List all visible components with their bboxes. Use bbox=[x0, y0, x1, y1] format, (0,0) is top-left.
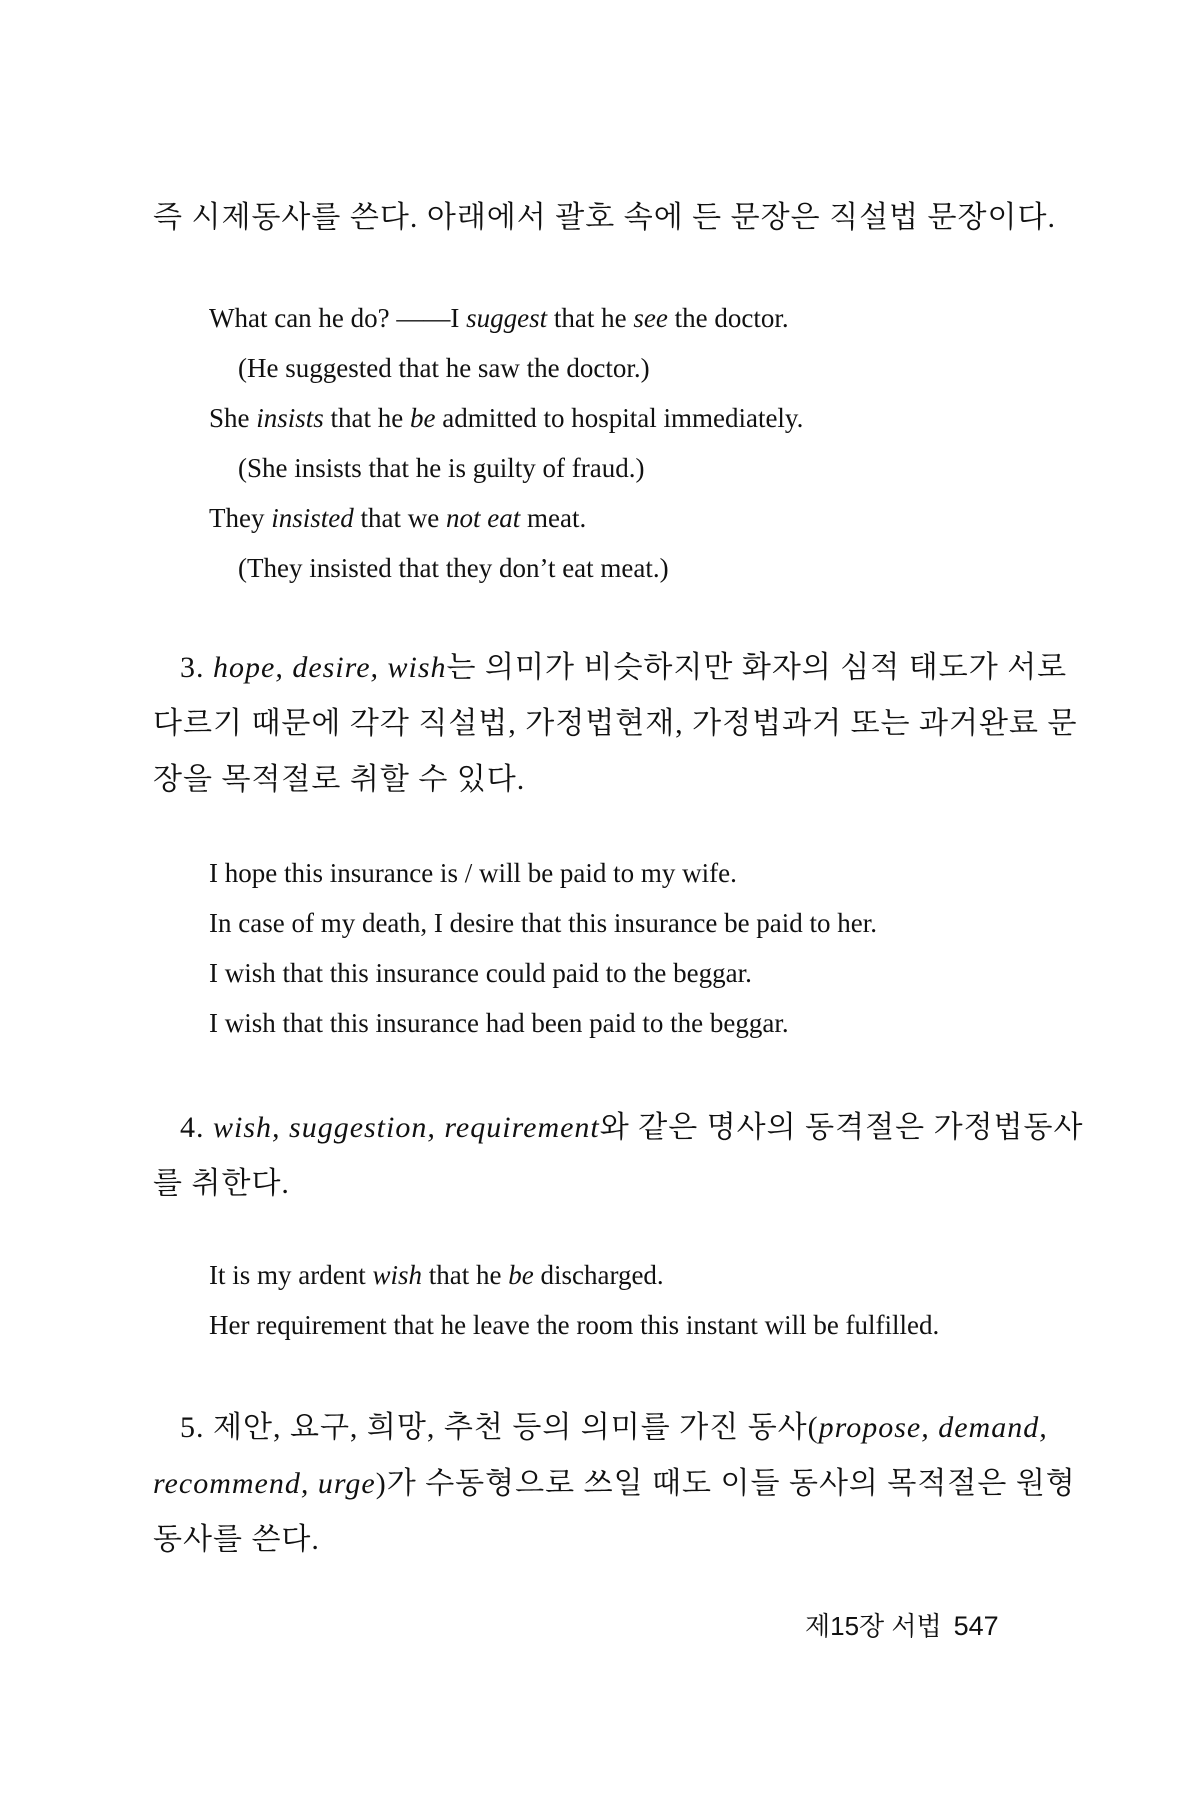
example-line: In case of my death, I desire that this insurance be paid to her. bbox=[209, 908, 878, 938]
intro-line: 즉 시제동사를 쓴다. 아래에서 괄호 속에 든 문장은 직설법 문장이다. bbox=[153, 201, 1056, 234]
example-line: I wish that this insurance had been paid to the beggar. bbox=[209, 1008, 789, 1038]
example-line: (She insists that he is guilty of fraud.) bbox=[238, 453, 645, 483]
section-5-line-1: 5. 제안, 요구, 희망, 추천 등의 의미를 가진 동사(propose, demand, bbox=[180, 1411, 1048, 1444]
example-line: I wish that this insurance could paid to the beggar. bbox=[209, 958, 752, 988]
section-4-line-1: 4. wish, suggestion, requirement와 같은 명사의 동격절은 가정법동사 bbox=[180, 1111, 1084, 1144]
chapter-label: 제15장 서법 bbox=[805, 1611, 942, 1641]
example-line: She insists that he be admitted to hospital immediately. bbox=[209, 403, 804, 433]
example-line: It is my ardent wish that he be discharged. bbox=[209, 1260, 664, 1290]
example-line: I hope this insurance is / will be paid to my wife. bbox=[209, 858, 737, 888]
section-3-line-1: 3. hope, desire, wish는 의미가 비슷하지만 화자의 심적 태도가 서로 bbox=[180, 651, 1068, 684]
example-line: (He suggested that he saw the doctor.) bbox=[238, 353, 650, 383]
section-5-line-2: recommend, urge)가 수동형으로 쓰일 때도 이들 동사의 목적절은 원형 bbox=[153, 1467, 1076, 1500]
example-line: Her requirement that he leave the room this instant will be fulfilled. bbox=[209, 1310, 940, 1340]
example-line: (They insisted that they don’t eat meat.) bbox=[238, 553, 669, 583]
page-number: 547 bbox=[953, 1611, 999, 1641]
example-line: They insisted that we not eat meat. bbox=[209, 503, 587, 533]
section-5-line-3: 동사를 쓴다. bbox=[153, 1523, 320, 1556]
section-4-line-2: 를 취한다. bbox=[153, 1167, 290, 1200]
page-footer bbox=[805, 1606, 999, 1643]
example-line: What can he do? ——I suggest that he see the doctor. bbox=[209, 303, 789, 333]
section-3-line-2: 다르기 때문에 각각 직설법, 가정법현재, 가정법과거 또는 과거완료 문 bbox=[153, 707, 1078, 740]
section-3-line-3: 장을 목적절로 취할 수 있다. bbox=[153, 763, 526, 796]
